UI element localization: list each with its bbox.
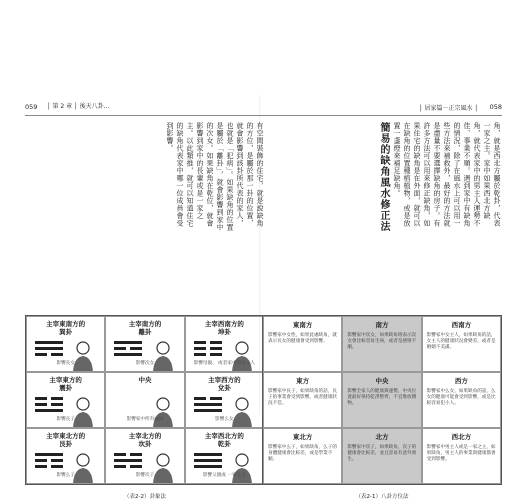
direction-cell-title: 東南方 — [292, 321, 313, 329]
left-body-text — [25, 122, 265, 232]
trigram-cell-note: 影響母親、 或者家中的女主人 — [193, 361, 255, 366]
direction-cell-title: 西南方 — [451, 321, 472, 329]
direction-cell-desc: 影響家中次子，如果缺角，次子的健康會比較差，並且容易有意外發生。 — [347, 445, 417, 463]
right-caption — [262, 490, 502, 500]
yin-line — [35, 397, 63, 400]
yin-line — [35, 459, 63, 462]
direction-cell-desc: 影響家中男主人或是一家之主，如果缺角，男主人的事業與健康都會受到影響。 — [426, 445, 496, 463]
trigram-cell-note: 影響長子 — [56, 417, 75, 422]
family-member-icon — [70, 451, 96, 484]
yin-line — [35, 465, 63, 468]
direction-cell-title: 北方 — [375, 433, 389, 441]
trigram-cell — [26, 372, 105, 428]
right-page — [262, 100, 502, 500]
direction-cell — [422, 428, 501, 484]
trigram-cell — [105, 372, 184, 428]
trigram-cell-title: 主宰西南方的 坤卦 — [204, 320, 244, 336]
trigram-cell-note: 影響次女 — [135, 361, 155, 366]
right-paragraph: 角，就是西北方屬於乾卦，代表一家之主。家中如果西北方缺角，就代表家中的男主人運勢不佳、事業不順。遇到家中有缺角的情況，除了在風水上可以用一些方法來補救外，最好的方法就是盡量不要選擇缺角的房子。有許多方法可以用來修正缺角，如果住宅的缺角是在外面，就可以在缺角的位置種植植物，或是放置一盞燈來補足缺角。 — [393, 122, 501, 227]
yang-line — [194, 403, 222, 406]
trigram-cell-title: 主宰東南方的 巽卦 — [46, 320, 86, 336]
trigram-symbol-icon — [194, 453, 222, 471]
trigram-cell — [26, 428, 105, 484]
family-member-icon — [70, 339, 96, 372]
direction-cell-title: 東方 — [296, 377, 310, 385]
direction-cell-desc: 影響家中女主人，如果缺角的話，女主人的健康狀況會變差，或者是婚姻不美滿。 — [426, 333, 496, 351]
direction-cell-desc: 影響全家人的健康與運勢，中央位置最好保持乾淨整齊，不宜堆放雜物。 — [347, 389, 417, 407]
trigram-symbol-icon — [194, 397, 222, 415]
yang-line — [35, 347, 63, 350]
right-body-text — [262, 122, 502, 232]
direction-cell-title: 東北方 — [292, 433, 313, 441]
trigram-cell-note: 影響父親或 一家之主 — [202, 473, 246, 478]
trigram-cell-title: 主宰北方的 坎卦 — [128, 432, 162, 448]
right-running-head — [262, 100, 502, 116]
chapter-label — [47, 101, 110, 110]
trigram-symbol-icon — [35, 397, 63, 415]
yang-line — [114, 459, 142, 462]
direction-cell-title: 中央 — [375, 377, 389, 385]
trigram-symbol-icon — [114, 453, 142, 471]
family-member-icon — [150, 395, 176, 428]
yin-line — [194, 353, 222, 356]
direction-cell — [263, 316, 342, 372]
trigram-cell-title: 主宰東北方的 艮卦 — [46, 432, 86, 448]
direction-cell-desc: 影響家中次女，如果缺角則表示次女會比較容易生病，或者是感情不順。 — [347, 333, 417, 351]
family-member-icon — [150, 339, 176, 372]
trigram-cell-note: 影響次子 — [135, 473, 155, 478]
left-caption-text: （表2-2）卦象法 — [124, 494, 166, 500]
yang-line — [194, 453, 222, 456]
trigram-cell-title: 主宰西方的 兌卦 — [208, 376, 241, 392]
right-page-number: 058 — [489, 103, 502, 111]
direction-cell — [342, 372, 421, 428]
direction-cell — [263, 372, 342, 428]
trigram-grid — [25, 315, 265, 485]
direction-cell-title: 西北方 — [451, 433, 472, 441]
yin-line — [194, 397, 222, 400]
trigram-cell — [105, 316, 184, 372]
right-caption-text: （表2-1）八卦方位法 — [355, 494, 409, 500]
trigram-cell — [105, 428, 184, 484]
trigram-cell — [185, 428, 264, 484]
trigram-cell-note: 影響家中所有成員 — [126, 417, 164, 422]
trigram-cell-title: 主宰東方的 震卦 — [49, 376, 82, 392]
left-page — [25, 100, 265, 500]
left-paragraph: 有空間裝飾的住宅，就是說缺角的方位，是屬於那一卦的位置，就會影響到該卦所代表的家人，也就是「犯病」。如果缺角的位置是屬於「離卦」，就會影響到家中的次女。如果缺角在乾位，就會影響到家中的長輩或是一家之主。以此類推，就可以知道住宅的缺角代表家中哪一位成員會受到影響。 — [166, 122, 264, 231]
family-member-icon — [150, 451, 176, 484]
family-member-icon — [70, 395, 96, 428]
yang-line — [194, 459, 222, 462]
section-title: │ 居家篇－正宗風水 │ — [418, 105, 478, 112]
trigram-cell-note: 影響么女 — [215, 417, 234, 422]
family-member-icon — [229, 451, 255, 484]
trigram-cell — [26, 316, 105, 372]
direction-cell — [422, 316, 501, 372]
yin-line — [114, 465, 142, 468]
trigram-cell-title: 主宰西北方的 乾卦 — [204, 432, 244, 448]
direction-cell-title: 南方 — [375, 321, 389, 329]
trigram-cell — [185, 316, 264, 372]
direction-cell-title: 西方 — [454, 377, 468, 385]
trigram-cell — [185, 372, 264, 428]
yin-line — [194, 347, 222, 350]
yang-line — [114, 341, 142, 344]
yang-line — [194, 465, 222, 468]
direction-cell-desc: 影響家中女性，如果此處缺角，就表示長女的健康會受到影響。 — [268, 333, 337, 345]
direction-cell-desc: 影響家中長子，如果缺角的話，長子的事業會受到影響，或者健康狀況不佳。 — [268, 389, 337, 407]
left-running-head — [25, 100, 265, 116]
direction-cell-desc: 影響家中么子，如果缺角，么子的身體健康會比較差，或是學業不順。 — [268, 445, 337, 463]
direction-grid — [262, 315, 502, 485]
trigram-cell-title: 中央 — [138, 376, 152, 384]
trigram-cell-note: 影響長女 — [56, 361, 75, 366]
left-page-number: 059 — [25, 103, 38, 111]
direction-cell — [342, 428, 421, 484]
yang-line — [114, 353, 142, 356]
family-member-icon — [229, 339, 255, 372]
yin-line — [35, 403, 63, 406]
yin-line — [114, 347, 142, 350]
yang-line — [194, 409, 222, 412]
direction-cell — [422, 372, 501, 428]
trigram-symbol-icon — [35, 341, 63, 359]
yin-line — [35, 353, 63, 356]
trigram-symbol-icon — [35, 453, 63, 471]
trigram-cell-note: 影響么子 — [56, 473, 75, 478]
section-heading: 簡易的缺角風水修正法 — [378, 122, 389, 232]
trigram-symbol-icon — [194, 341, 222, 359]
trigram-cell-title: 主宰南方的 離卦 — [128, 320, 162, 336]
family-member-icon — [229, 395, 255, 428]
yang-line — [35, 453, 63, 456]
yin-line — [114, 453, 142, 456]
yang-line — [35, 409, 63, 412]
yang-line — [35, 341, 63, 344]
chapter-title: │ 第 2 章 │ 後天八卦… — [47, 103, 110, 110]
trigram-symbol-icon — [114, 341, 142, 359]
direction-cell-desc: 影響家中么女，如果缺角的話，么女的健康可能會受到影響，或是比較容易犯小人。 — [426, 389, 496, 407]
direction-cell — [342, 316, 421, 372]
direction-cell — [263, 428, 342, 484]
yin-line — [194, 341, 222, 344]
left-caption — [25, 490, 265, 500]
